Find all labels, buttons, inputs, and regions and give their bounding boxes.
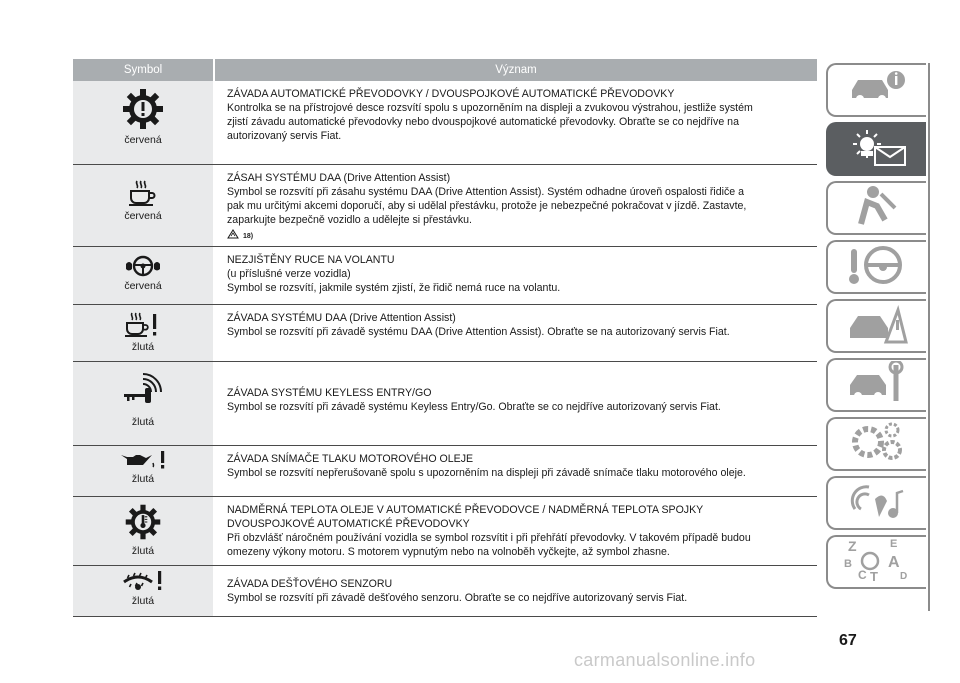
page-number: 67 (839, 632, 857, 649)
table-row (73, 165, 817, 247)
row-title: NADMĚRNÁ TEPLOTA OLEJE V AUTOMATICKÉ PŘEVODOVCE / NADMĚRNÁ TEPLOTA SPOJKY (227, 504, 704, 516)
key-wireless-icon (123, 372, 163, 406)
car-crash-icon (846, 302, 908, 351)
meaning-cell (213, 81, 817, 164)
row-text: Kontrolka se na přístrojové desce rozsvítí spolu s upozorněním na displeji a zvukovou výstrahou, jestliže systém (227, 102, 753, 114)
row-text: Symbol se rozsvítí při závadě systému DAA (Drive Attention Assist). Obraťte se na autorizovaný servis Fiat. (227, 326, 730, 338)
gear-thermometer-icon (124, 503, 162, 541)
warning-lights-icon (845, 127, 909, 172)
meaning-cell (213, 247, 817, 304)
symbol-cell (73, 305, 213, 361)
color-label: žlutá (131, 473, 155, 485)
footnote-reference (227, 229, 817, 245)
index-letter: A (888, 553, 900, 571)
gear-exclamation-icon (121, 87, 165, 131)
color-label: žlutá (131, 545, 155, 557)
meaning-cell (213, 305, 817, 361)
watermark: carmanualsonline.info (574, 650, 756, 670)
coffee-cup-icon (128, 179, 158, 207)
tab-car-info[interactable] (826, 63, 926, 117)
tab-maintenance[interactable] (826, 358, 926, 412)
row-title: DVOUSPOJKOVÉ AUTOMATICKÉ PŘEVODOVKY (227, 518, 470, 530)
coffee-cup-exclamation-icon (125, 312, 161, 338)
multimedia-icon (849, 479, 905, 528)
tab-warning-lights[interactable] (826, 122, 926, 176)
index-letter: B (844, 557, 852, 570)
table-header (73, 59, 817, 81)
color-label: žlutá (131, 341, 155, 353)
index-letter: C (858, 567, 867, 582)
row-title: ZÁVADA SYSTÉMU DAA (Drive Attention Assist) (227, 312, 456, 324)
meaning-cell (213, 362, 817, 445)
steering-wheel-hands-icon (125, 255, 161, 277)
tab-starting-driving[interactable] (826, 240, 926, 294)
symbol-cell (73, 497, 213, 565)
footnote-number: 18) (243, 233, 254, 240)
symbol-cell (73, 566, 213, 616)
tab-multimedia[interactable] (826, 476, 926, 530)
meaning-cell (213, 165, 817, 246)
table-row (73, 362, 817, 446)
index-letter: E (890, 537, 898, 550)
warning-lights-table (73, 59, 817, 617)
table-row (73, 497, 817, 566)
header-meaning: Význam (215, 59, 817, 81)
row-text: (u příslušné verze vozidla) (227, 268, 351, 280)
row-text: omezeny výkony motoru. S motorem vypnutým nebo na volnoběh vyčkejte, až symbol zhasne. (227, 546, 670, 558)
tab-index[interactable] (826, 535, 926, 589)
color-label: žlutá (131, 416, 155, 428)
car-info-icon (846, 68, 908, 113)
tab-safety[interactable] (826, 181, 926, 235)
symbol-cell (73, 362, 213, 445)
row-text: Symbol se rozsvítí, jakmile systém zjistí, že řidič nemá ruce na volantu. (227, 282, 561, 294)
row-title: NEZJIŠTĚNY RUCE NA VOLANTU (227, 254, 395, 266)
oil-can-exclamation-icon (119, 450, 167, 470)
table-row (73, 446, 817, 497)
row-title: ZÁSAH SYSTÉMU DAA (Drive Attention Assist) (227, 172, 451, 184)
row-text: pak mu určitými akcemi doporučí, aby si udělal přestávku, protože je nebezpečné pokračovat v jízdě. Zastavte, (227, 200, 747, 212)
table-row (73, 566, 817, 617)
rain-sensor-exclamation-icon (122, 570, 164, 592)
row-text: Symbol se rozsvítí při závadě systému Keyless Entry/Go. Obraťte se co nejdříve autorizovaný servis Fiat. (227, 401, 721, 413)
row-text: Symbol se rozsvítí při závadě dešťového senzoru. Obraťte se co nejdříve autorizovaný servis Fiat. (227, 592, 688, 604)
row-text: zaparkujte bezpečně vozidlo a udělejte si přestávku. (227, 214, 472, 226)
table-row (73, 305, 817, 362)
safety-icon (851, 184, 903, 233)
table-row (73, 81, 817, 165)
meaning-cell (213, 497, 817, 565)
tab-technical-data[interactable] (826, 417, 926, 471)
row-text: Při obzvlášť náročném používání vozidla se symbol rozsvítit i při přehřátí převodovky. V takovém případě budou (227, 532, 751, 544)
symbol-cell (73, 165, 213, 246)
tab-emergency[interactable] (826, 299, 926, 353)
row-text: autorizovaný servis Fiat. (227, 130, 342, 142)
index-letter: T (870, 568, 878, 583)
gears-icon (846, 420, 908, 469)
warning-note-icon (227, 229, 239, 245)
chapter-tabs (826, 63, 932, 594)
row-text: Symbol se rozsvítí při zásahu systému DAA (Drive Attention Assist). Systém odhadne úroveň ospalosti řidiče a (227, 186, 744, 198)
row-title: ZÁVADA DEŠŤOVÉHO SENZORU (227, 578, 393, 590)
color-label: červená (124, 210, 162, 222)
car-wrench-icon (846, 361, 908, 410)
header-symbol: Symbol (73, 59, 213, 81)
symbol-cell (73, 446, 213, 496)
steering-wheel-key-icon (847, 243, 907, 292)
index-letter: D (900, 570, 908, 582)
row-text: zjistí závadu automatické převodovky nebo dvouspojkové automatické převodovky. Obraťte se co nejdříve na (227, 116, 739, 128)
row-title: ZÁVADA SYSTÉMU KEYLESS ENTRY/GO (227, 387, 432, 399)
table-row (73, 247, 817, 305)
symbol-cell (73, 81, 213, 164)
color-label: červená (124, 280, 162, 292)
symbol-cell (73, 247, 213, 304)
index-letters-icon (842, 537, 912, 588)
row-title: ZÁVADA AUTOMATICKÉ PŘEVODOVKY / DVOUSPOJKOVÉ AUTOMATICKÉ PŘEVODOVKY (227, 88, 675, 100)
row-title: ZÁVADA SNÍMAČE TLAKU MOTOROVÉHO OLEJE (227, 453, 474, 465)
color-label: žlutá (131, 595, 155, 607)
row-text: Symbol se rozsvítí nepřerušovaně spolu s upozorněním na displeji při závadě snímače tlaku motorového oleje. (227, 467, 746, 479)
meaning-cell (213, 446, 817, 496)
index-letter: Z (848, 537, 857, 554)
meaning-cell (213, 566, 817, 616)
color-label: červená (124, 134, 162, 146)
